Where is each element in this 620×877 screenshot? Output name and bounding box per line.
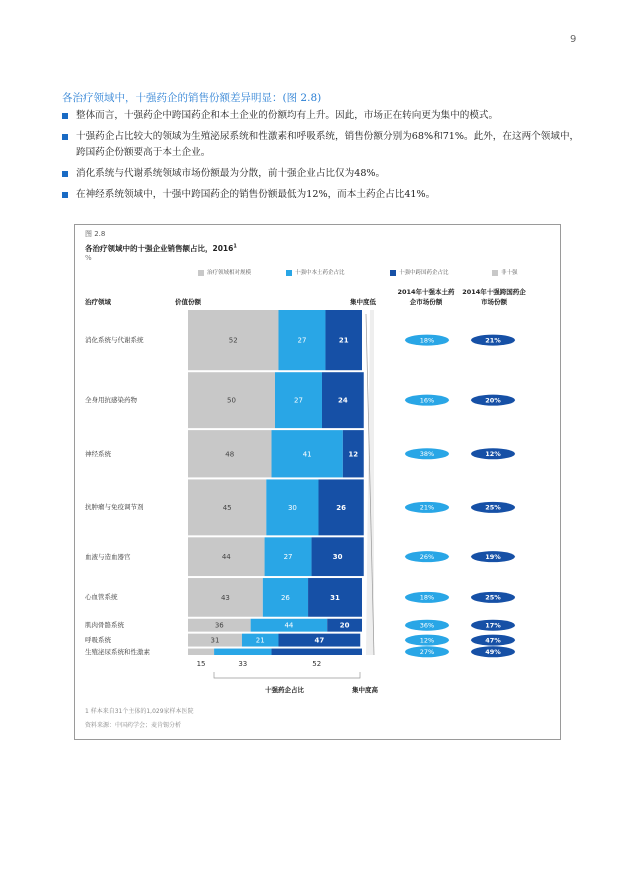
bottom-data-label: 33 <box>238 660 248 668</box>
local-2014-value: 18% <box>419 336 435 345</box>
category-label: 肌肉骨骼系统 <box>85 621 124 630</box>
category-label: 呼吸系统 <box>85 636 111 645</box>
mnc-2014-value: 49% <box>485 648 501 657</box>
data-label: 24 <box>337 396 348 405</box>
bottom-data-label: 15 <box>196 660 206 668</box>
mnc-2014-value: 25% <box>485 593 501 602</box>
mnc-2014-value: 21% <box>485 336 501 345</box>
local-2014-value: 27% <box>419 648 435 657</box>
local-2014-value: 21% <box>419 503 435 512</box>
col-header-area: 治疗领域 <box>85 298 111 306</box>
figure-unit: % <box>85 254 92 262</box>
bullet-item: 十强药企占比较大的领域为生殖泌尿系统和性激素和呼吸系统，销售份额分别为68%和71%。此外，在这两个领域中，跨国药企份额要高于本土企业。 <box>62 129 582 161</box>
bar-segment <box>272 649 362 655</box>
category-label: 生殖泌尿系统和性激素 <box>85 647 150 656</box>
bar-segment <box>188 649 214 655</box>
data-label: 26 <box>280 593 290 602</box>
bar-segment <box>214 649 271 655</box>
bottom-data-label: 52 <box>312 660 322 668</box>
footnote: 1 样本来自31个主体的1,029家样本医院 <box>85 708 194 715</box>
data-label: 44 <box>221 553 231 562</box>
data-label: 50 <box>227 396 236 405</box>
col-header-mnc-2014: 2014年十强跨国药企市场份额 <box>462 288 526 306</box>
x-axis-label: 十强药企占比 <box>265 686 304 694</box>
data-label: 48 <box>225 450 235 459</box>
bullet-item: 消化系统与代谢系统领域市场份额最为分散，前十强企业占比仅为48%。 <box>62 166 582 182</box>
category-label: 全身用抗感染药物 <box>85 396 137 405</box>
data-label: 31 <box>330 593 340 602</box>
figure-title: 各治疗领域中的十强企业销售额占比，2016$^1$ <box>85 243 237 253</box>
mnc-2014-value: 20% <box>485 396 501 405</box>
category-label: 神经系统 <box>85 449 111 458</box>
section-heading: 各治疗领域中，十强药企的销售份额差异明显：(图 2.8) <box>62 92 322 104</box>
legend-item: 十强中本土药企占比 <box>286 268 345 276</box>
local-2014-value: 16% <box>419 396 435 405</box>
data-label: 27 <box>283 553 293 562</box>
data-label: 41 <box>302 450 312 459</box>
category-label: 抗肿瘤与免疫调节剂 <box>85 503 144 512</box>
local-2014-value: 18% <box>419 593 435 602</box>
bullet-item: 在神经系统领域中，十强中跨国药企的销售份额最低为12%，而本土药企占比41%。 <box>62 187 582 203</box>
data-label: 31 <box>210 636 220 645</box>
mnc-2014-value: 19% <box>485 552 501 561</box>
data-label: 44 <box>284 621 294 630</box>
col-header-local-2014: 2014年十强本土药企市场份额 <box>397 288 455 306</box>
data-label: 36 <box>214 621 224 630</box>
local-2014-value: 38% <box>419 450 435 459</box>
legend-item: 非十强 <box>492 268 518 276</box>
data-label: 45 <box>222 503 232 512</box>
data-label: 21 <box>255 636 265 645</box>
bullet-item: 整体而言，十强药企中跨国药企和本土企业的份额均有上升。因此，市场正在转向更为集中的模式。 <box>62 108 582 124</box>
category-label: 心血管系统 <box>85 593 118 602</box>
mnc-2014-value: 25% <box>485 503 501 512</box>
page-number: 9 <box>570 34 577 45</box>
data-label: 21 <box>338 336 349 345</box>
data-label: 27 <box>294 396 303 405</box>
data-label: 52 <box>228 336 238 345</box>
category-label: 消化系统与代谢系统 <box>85 336 144 345</box>
col-header-concentration-low: 集中度低 <box>350 298 376 306</box>
mnc-2014-value: 12% <box>485 450 501 459</box>
mnc-2014-value: 17% <box>485 621 501 630</box>
category-label: 血液与造血器官 <box>85 552 131 561</box>
data-label: 30 <box>332 553 343 562</box>
local-2014-value: 26% <box>419 552 435 561</box>
mnc-2014-value: 47% <box>485 636 501 645</box>
data-label: 27 <box>297 336 307 345</box>
col-header-value: 价值份额 <box>175 298 201 306</box>
source-note: 资料来源：中国药学会；麦肯锡分析 <box>85 722 182 729</box>
data-label: 47 <box>314 636 325 645</box>
data-label: 30 <box>287 503 297 512</box>
data-label: 12 <box>348 450 359 459</box>
local-2014-value: 36% <box>419 621 435 630</box>
data-label: 26 <box>336 503 346 512</box>
bracket <box>214 672 360 678</box>
local-2014-value: 12% <box>419 636 435 645</box>
legend-item: 十强中跨国药企占比 <box>390 268 449 276</box>
legend-item: 治疗领域相对规模 <box>198 268 251 276</box>
figure-tag: 图 2.8 <box>85 230 106 238</box>
data-label: 43 <box>220 593 230 602</box>
data-label: 20 <box>339 621 350 630</box>
concentration-high-label: 集中度高 <box>352 686 378 694</box>
